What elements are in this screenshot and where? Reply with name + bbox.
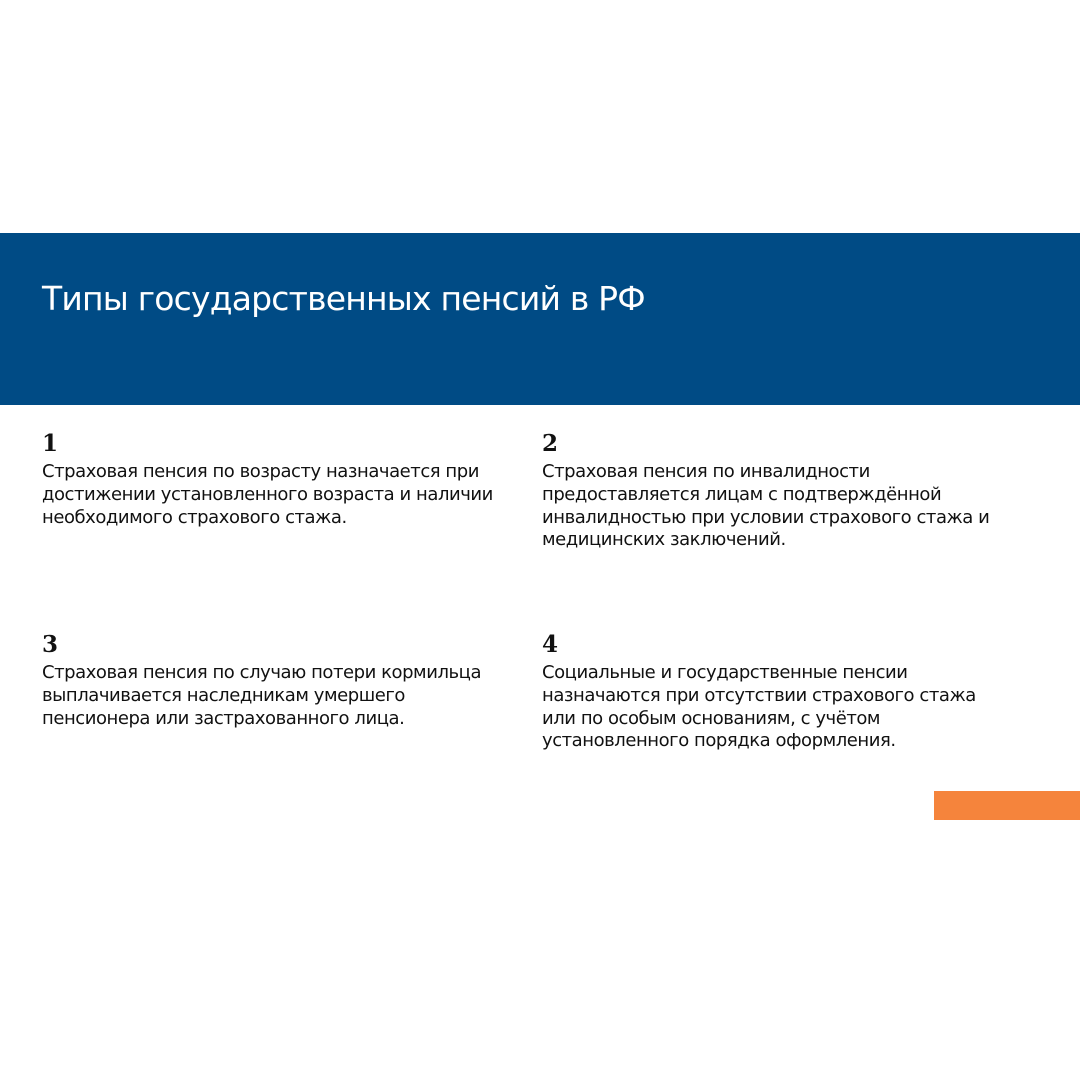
card-number: 4 — [542, 631, 559, 658]
card-text: Страховая пенсия по случаю потери кормильца выплачивается наследникам умершего пенсионера или застрахованного лица. — [42, 662, 482, 729]
card-text: Страховая пенсия по возрасту назначается при достижении установленного возраста и наличии необходимого страхового стажа. — [42, 461, 493, 528]
card-number: 1 — [42, 430, 59, 457]
page-title: Типы государственных пенсий в РФ — [42, 279, 645, 318]
header-band — [0, 233, 1080, 405]
pension-card-old-age — [42, 430, 502, 529]
card-text: Социальные и государственные пенсии назначаются при отсутствии страхового стажа или по особым основаниям, с учётом установленного порядка оформления. — [542, 662, 976, 752]
accent-bar — [934, 791, 1080, 820]
card-number: 2 — [542, 430, 559, 457]
pension-card-survivor — [42, 631, 502, 730]
card-number: 3 — [42, 631, 59, 658]
card-text: Страховая пенсия по инвалидности предоставляется лицам с подтверждённой инвалидностью при условии страхового стажа и медицинских заключений. — [542, 461, 990, 551]
pension-card-social — [542, 631, 1002, 753]
pension-card-disability — [542, 430, 1002, 552]
